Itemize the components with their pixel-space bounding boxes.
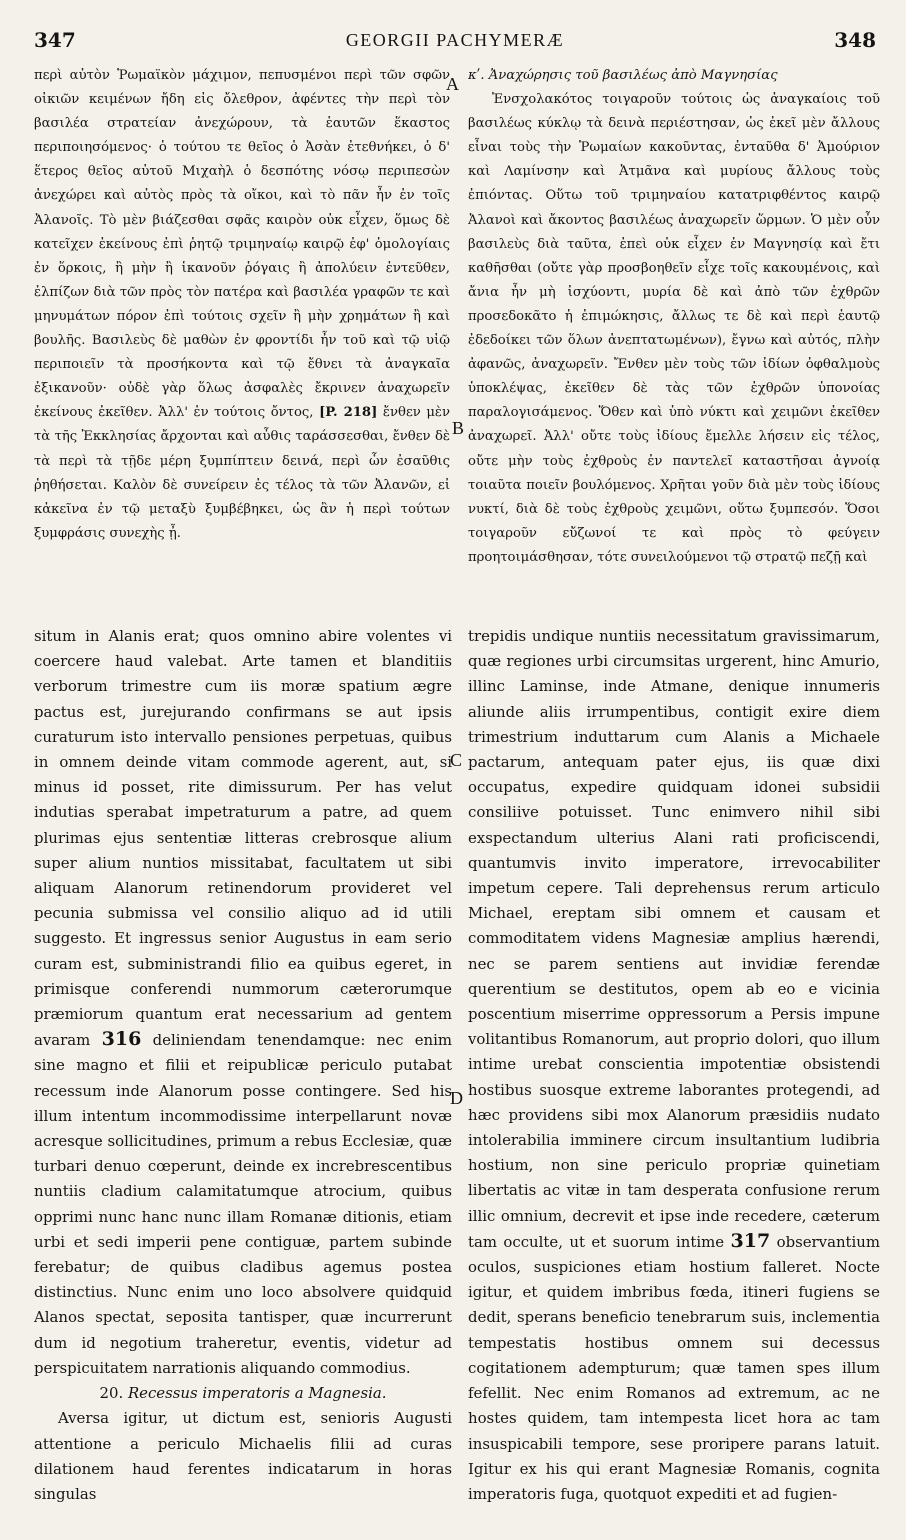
running-title: GEORGII PACHYMERÆ	[345, 30, 565, 50]
latin-text-right-b: observantium oculos, suspiciones etiam hostium falleret. Nocte igitur, et quidem imbribus fœda, itineri fugiens se dedit, sperans beneficio tenebrarum suis, inclementia tempestatis hostibus omnem sui decessus cogitationem adempturum; quæ tamen spes illum fefellit. Nec enim Romanos ad extremum, ac ne hostes quidem, tam intempesta licet hora ac tam insuspicabili tempore, sese proripere parans latuit. Igitur ex his qui erant Magnesiæ Romanis, cognita imperatoris fuga, quotquot expediti et ad fugien-	[468, 1232, 880, 1503]
page-marker-317: 317	[730, 1229, 771, 1252]
page-number-right: 348	[834, 28, 876, 52]
latin-paragraph-right	[468, 624, 880, 1507]
latin-section-heading	[34, 1381, 452, 1406]
greek-section-heading: κʹ. Ἀναχώρησις τοῦ βασιλέως ἀπὸ Μαγνησίας	[468, 68, 778, 83]
latin-paragraph-left	[34, 624, 452, 1381]
latin-text-right-a: trepidis undique nuntiis necessitatum gravissimarum, quæ regiones urbi circumsitas urgerent, hinc Amurio, illinc Laminse, inde Atmane, denique innumeris aliunde aliis irrumpentibus, contigit exire diem trimestrium induttarum cum Alanis a Michaele pactarum, antequam pater ejus, iis quæ dixi occupatus, expedire quidquam idonei subsidii consiliive potuisset. Tunc enimvero nihil sibi exspectandum ulterius Alani rati proficiscendi, quantumvis invito imperatore, irrevocabiliter impetum cepere. Tali deprehensus rerum articulo Michael, ereptam sibi omnem et causam et commoditatem videns Magnesiæ amplius hærendi, nec se parem sentiens aut invidiæ ferendæ querentium se destitutos, opem ab eo e vicinia poscentium miserrime oppressorum a Persis impune volitantibus Romanorum, aut proprio dolori, quo illum intime urebat conscientia impotentiæ obsistendi hostibus suosque extreme laborantes protegendi, ad hæc providens sibi mox Alanorum præsidiis nudato intolerabilia imminere circum insultantium ludibria hostium, non sine periculo propriæ quinetiam libertatis ac vitæ in tam desperata confusione rerum illic omnium, decrevit et ipse inde recedere, cæterum tam occulte, ut et suorum intime	[468, 627, 880, 1251]
margin-letter-c: C	[450, 750, 463, 770]
latin-column-right	[468, 624, 880, 1536]
greek-column-left	[34, 64, 450, 610]
latin-paragraph-left-2: Aversa igitur, ut dictum est, senioris Augusti attentione a periculo Michaelis filii ad curas dilationem haud ferentes indicatarum in horas singulas	[34, 1409, 452, 1503]
margin-letter-d: D	[450, 1088, 463, 1108]
column-divider	[34, 614, 880, 615]
greek-column-right	[468, 64, 880, 610]
latin-column-left	[34, 624, 452, 1536]
greek-text-left: περὶ αὐτὸν Ῥωμαϊκὸν μάχιμον, πεπυσμένοι περὶ τῶν σφῶν οἰκιῶν κειμένων ἤδη εἰς ὄλεθρον, ἀφέντες τὴν περὶ τὸν βασιλέα στρατείαν ἀνεχώρουν, τὰ ἑαυτῶν ἕκαστος περιποιησόμενος· ὁ τούτου τε θεῖος ὁ Ἀσὰν ἐτεθνήκει, ὁ δ' ἕτερος θεῖος αὐτοῦ Μιχαὴλ ὁ δεσπότης νόσῳ περιπεσὼν ἀνεχώρει καὶ αὐτὸς πρὸς τὰ οἴκοι, καὶ τὸ πᾶν ἦν ἐν τοῖς Ἀλανοῖς. Τὸ μὲν βιάζεσθαι σφᾶς καιρὸν οὐκ εἶχεν, ὅμως δὲ κατεῖχεν ἐκείνους ἐπὶ ῥητῷ τριμηναίῳ καιρῷ ἐφ' ὁμολογίαις ἐν ὅρκοις, ἢ μὴν ἢ ἱκανοῦν ῥόγαις ἢ ἀπολύειν ἐντεῦθεν, ἐλπίζων διὰ τῶν πρὸς τὸν πατέρα καὶ βασιλέα γραφῶν τε καὶ μηνυμάτων πόρον ἐπὶ τούτοις σχεῖν ἢ μὴν χρημάτων ἢ καὶ βουλῆς. Βασιλεὺς δὲ μαθὼν ἐν φροντίδι ἦν τοῦ καὶ τῷ υἱῷ περιποιεῖν τὰ προσήκοντα καὶ τῷ ἔθνει τὰ ἀναγκαῖα ἐξικανοῦν· οὐδὲ γὰρ ὅλως ἀσφαλὲς ἔκρινεν ἀναχωρεῖν ἐκείνους ἐκεῖθεν. Ἀλλ' ἐν τούτοις ὄντος,	[34, 68, 450, 421]
greek-paragraph-left	[34, 64, 450, 546]
greek-text-left-continued: ἔνθεν μὲν τὰ τῆς Ἐκκλησίας ἄρχονται καὶ αὖθις ταράσσεσθαι, ἔνθεν δὲ τὰ περὶ τὰ τῇδε μέρη ξυμπίπτειν δεινά, περὶ ὧν ἐσαῦθις ῥηθήσεται. Καλὸν δὲ συνείρειν ἐς τέλος τὰ τῶν Ἀλανῶν, εἰ κἀκεῖνα ἐν τῷ μεταξὺ ξυμβέβηκει, ὡς ἂν ἡ περὶ τούτων ξυμφράσις συνεχὴς ᾖ.	[34, 405, 450, 541]
margin-letter-a: A	[446, 74, 459, 94]
latin-section-number: 20.	[99, 1384, 124, 1403]
page-number-left: 347	[34, 28, 76, 52]
page-marker-316: 316	[101, 1028, 142, 1051]
page-header	[34, 28, 876, 60]
margin-letter-b: B	[452, 418, 465, 438]
greek-paragraph-right: Ἐνσχολακότος τοιγαροῦν τούτοις ὡς ἀναγκαίοις τοῦ βασιλέως κύκλῳ τὰ δεινὰ περιέστησαν, ὡς ἐκεῖ μὲν ἄλλους εἶναι τοὺς τὴν Ῥωμαίων κακοῦντας, ἐνταῦθα δ' Ἀμούριον καὶ Λαμίνσην καὶ Ἀτμᾶνα καὶ μυρίους ἄλλους τοὺς ἐπιόντας. Οὕτω τοῦ τριμηναίου κατατριφθέντος καιρῷ Ἀλανοὶ καὶ ἄκοντος βασιλέως ἀναχωρεῖν ὥρμων. Ὁ μὲν οὖν βασιλεὺς διὰ ταῦτα, ἐπεὶ οὐκ εἶχεν ἐν Μαγνησίᾳ καὶ ἔτι καθῆσθαι (οὔτε γὰρ προσβοηθεῖν εἶχε τοῖς κακουμένοις, καὶ ἄνια ἦν μὴ ἰσχύοντι, μυρία δὲ καὶ ἀπὸ τῶν ἐχθρῶν προσεδοκᾶτο ἡ ἐπιμώκησις, ἄλλως τε δὲ καὶ περὶ ἑαυτῷ ἐδεδοίκει τῶν ὅλων ἀνεπτατωμένων), ἔγνω καὶ αὐτός, πλὴν ἀφανῶς, ἀναχωρεῖν. Ἔνθεν μὲν τοὺς τῶν ἰδίων ὀφθαλμοὺς ὑποκλέψας, ἐκεῖθεν δὲ τὰς τῶν ἐχθρῶν ὑπονοίας παραλογισάμενος. Ὅθεν καὶ ὑπὸ νύκτι καὶ χειμῶνι ἐκεῖθεν ἀναχωρεῖ. Ἀλλ' οὔτε τοὺς ἰδίους ἔμελλε λήσειν εἰς τέλος, οὔτε μὴν τοὺς ἐχθροὺς ἐν παντελεῖ καταστῆσαι ἀγνοίᾳ τοιαῦτα ποιεῖν βουλόμενος. Χρῆται γοῦν διὰ μὲν τοὺς ἰδίους νυκτί, διὰ δὲ τοὺς ἐχθροὺς χειμῶνι, οὕτω ξυμπεσόν. Ὅσοι τοιγαροῦν εὔζωνοί τε καὶ πρὸς τὸ φεύγειν προητοιμάσθησαν, τότε συνειλούμενοι τῷ στρατῷ πεζῇ καὶ	[468, 92, 880, 565]
latin-section-title: Recessus imperatoris a Magnesia.	[127, 1384, 387, 1403]
page-reference: [P. 218]	[319, 405, 378, 421]
latin-text-left-a: situm in Alanis erat; quos omnino abire volentes vi coercere haud valebat. Arte tamen et blanditiis verborum trimestre cum iis moræ spatium ægre pactus est, jurejurando confirmans se aut ipsis curaturum isto intervallo pensiones perpetuas, quibus in omnem deinde vitam commode agerent, aut, si minus id posset, rite dimissurum. Per has velut indutias sperabat impetraturum a patre, ad quem plurimas ejus sententiæ litteras crebrosque alium super alium nuntios missitabat, facultatem ut sibi aliquam Alanorum retinendorum provideret vel pecunia submissa vel consilio aliquo ad id utili suggesto. Et ingressus senior Augustus in eam serio curam est, subministrandi filio ea quibus egeret, in primisque conferendi nummorum cæterorumque præmiorum quantum erat necessarium ad gentem avaram	[34, 627, 452, 1050]
latin-text-left-b: deliniendam tenendamque: nec enim sine magno et filii et reipublicæ periculo putabat recessum inde Alanorum posse contingere. Sed his illum intentum incommodissime interpellarunt novæ acresque sollicitudines, primum a rebus Ecclesiæ, quæ turbari denuo cœperunt, deinde ex increbrescentibus nuntiis cladium calamitatumque atrocium, quibus opprimi nunc hanc nunc illam Romanæ ditionis, etiam urbi et sedi imperii pene contiguæ, partem subinde ferebatur; de quibus cladibus agemus postea distinctius. Nunc enim uno loco absolvere quidquid Alanos spectat, seposita tantisper, quæ incurrerunt dum id negotium traheretur, eventis, videtur ad perspicuitatem narrationis aliquando commodius.	[34, 1031, 452, 1377]
